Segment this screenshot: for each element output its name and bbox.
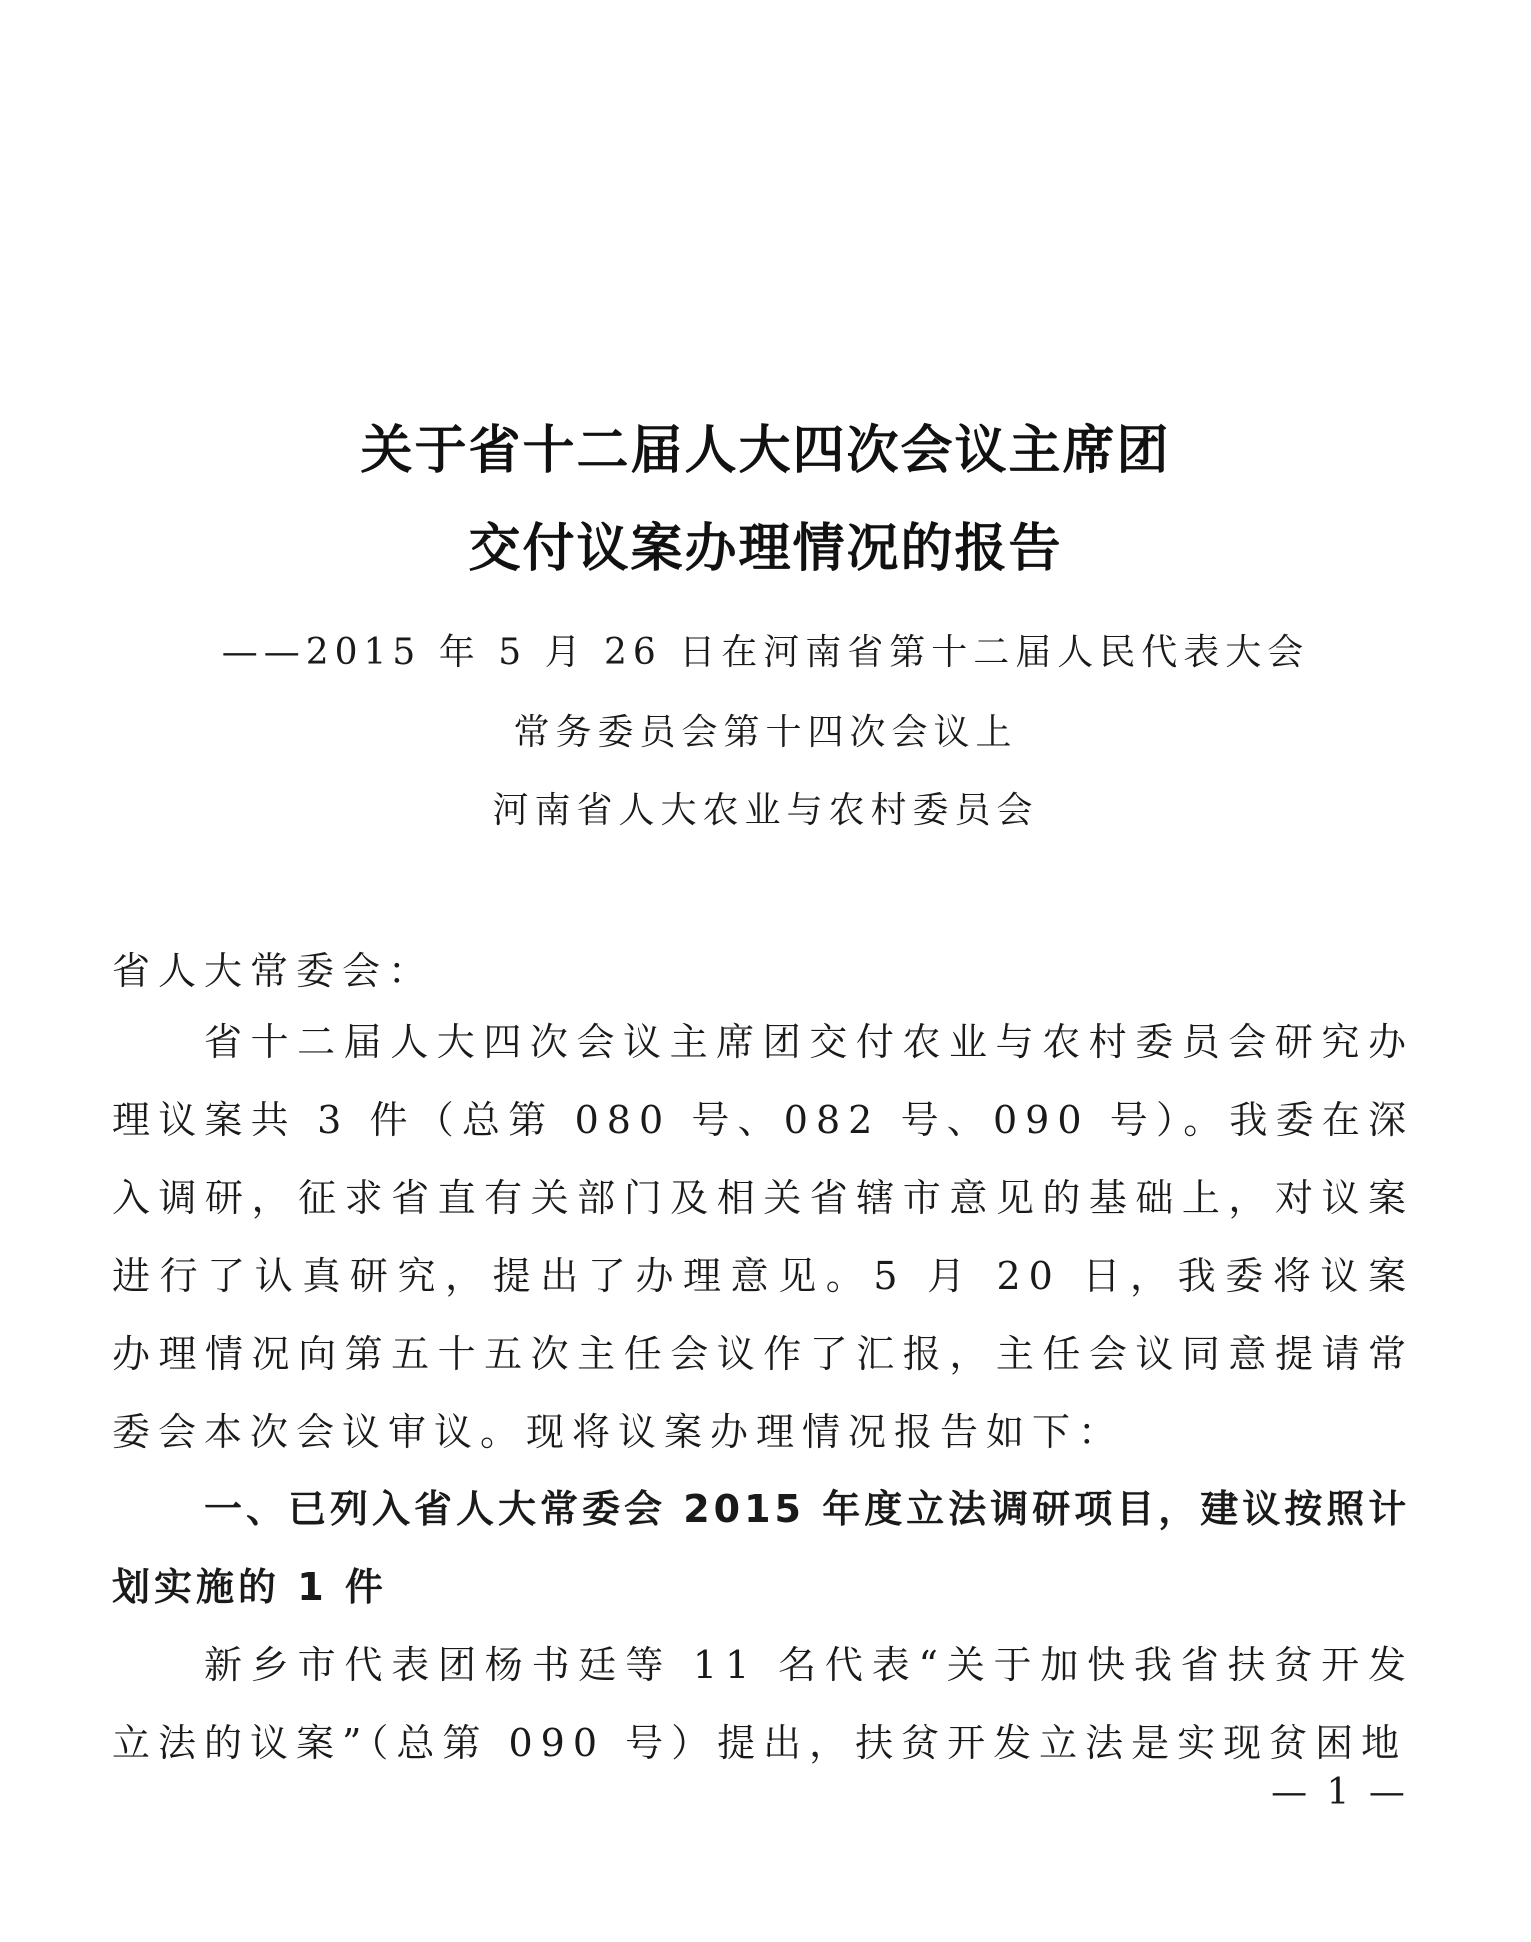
page-number: — 1 — — [1271, 1772, 1409, 1813]
subtitle-committee-line: 河南省人大农业与农村委员会 — [492, 790, 1039, 831]
salutation: 省人大常委会： — [112, 949, 435, 993]
document-title-line-1: 关于省十二届人大四次会议主席团 — [360, 421, 1171, 481]
subtitle-date-line: ——2015 年 5 月 26 日在河南省第十二届人民代表大会 — [221, 632, 1310, 673]
body-paragraph-intro: 省十二届人大四次会议主席团交付农业与农村委员会研究办理议案共 3 件（总第 080 号、082 号、090 号）。我委在深入调研，征求省直有关部门及相关省辖市意见的基础上，对议案进行了认真研究，提出了办理意见。5 月 20 日，我委将议案办理情况向第五十五次主任会议作了汇报，主任会议同意提请常委会本次会议审议。现将议案办理情况报告如下： — [112, 1020, 1414, 1454]
section-heading-1: 一、已列入省人大常委会 2015 年度立法调研项目，建议按照计划实施的 1 件 — [112, 1487, 1411, 1609]
document-title-line-2: 交付议案办理情况的报告 — [468, 519, 1063, 579]
subtitle-meeting-line: 常务委员会第十四次会议上 — [513, 712, 1018, 753]
body-paragraph-2: 新乡市代表团杨书廷等 11 名代表“关于加快我省扶贫开发立法的议案”（总第 090 号）提出，扶贫开发立法是实现贫困地 — [112, 1643, 1414, 1765]
